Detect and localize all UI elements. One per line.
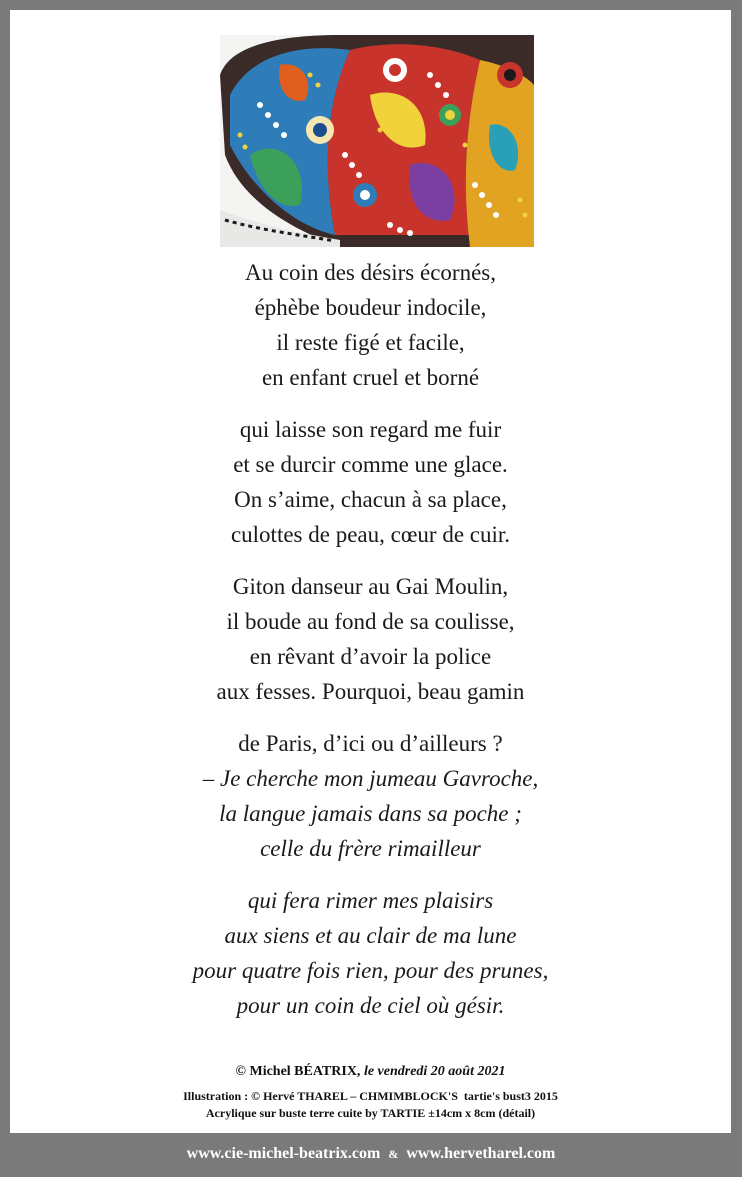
stanza-1 [10, 255, 731, 395]
poem-line: pour quatre fois rien, pour des prunes, [192, 958, 549, 983]
poem-line: aux fesses. Pourquoi, beau gamin [216, 679, 525, 704]
poem-line: qui fera rimer mes plaisirs [247, 888, 494, 913]
poem-line: il boude au fond de sa coulisse, [226, 609, 515, 634]
website-link-herve-tharel[interactable]: www.hervetharel.com [406, 1145, 556, 1162]
copyright-line [10, 1062, 731, 1082]
poem-line: celle du frère rimailleur [260, 836, 481, 861]
poem-line: et se durcir comme une glace. [233, 452, 508, 477]
illustration-credit-line-1: Illustration : © Hervé THAREL – CHMIMBLOCK'S tartie's bust3 2015 [183, 1089, 558, 1103]
author-name: © Michel BÉATRIX, [235, 1064, 361, 1079]
poem-card [10, 10, 731, 1133]
poem-line: – Je cherche mon jumeau Gavroche, [202, 766, 539, 791]
website-link-michel-beatrix[interactable]: www.cie-michel-beatrix.com [186, 1145, 381, 1162]
stanza-4 [10, 726, 731, 866]
stanza-2 [10, 412, 731, 552]
poem-line: il reste figé et facile, [276, 330, 465, 355]
poem-line: de Paris, d’ici ou d’ailleurs ? [238, 731, 503, 756]
ampersand: & [388, 1147, 399, 1161]
poem-line: Giton danseur au Gai Moulin, [232, 574, 509, 599]
illustration-credit-line-2: Acrylique sur buste terre cuite by TARTIE ±14cm x 8cm (détail) [205, 1106, 536, 1120]
poem-line: On s’aime, chacun à sa place, [234, 487, 507, 512]
stanza-5 [10, 883, 731, 1023]
poem-line: aux siens et au clair de ma lune [224, 923, 517, 948]
poem-line: culottes de peau, cœur de cuir. [230, 522, 511, 547]
footer-links [0, 1135, 742, 1177]
poem-line: en enfant cruel et borné [261, 365, 480, 390]
credits [10, 1062, 731, 1122]
illustration-image [220, 35, 534, 247]
poem-line: pour un coin de ciel où gésir. [236, 993, 505, 1018]
illustration-credit [10, 1088, 731, 1122]
poem-line: Au coin des désirs écornés, [244, 260, 496, 285]
poem [10, 255, 731, 1040]
date: le vendredi 20 août 2021 [363, 1064, 506, 1079]
poem-line: la langue jamais dans sa poche ; [219, 801, 522, 826]
poem-line: en rêvant d’avoir la police [249, 644, 492, 669]
poem-line: qui laisse son regard me fuir [239, 417, 502, 442]
painted-bust-image [220, 35, 534, 247]
stanza-3 [10, 569, 731, 709]
poem-line: éphèbe boudeur indocile, [254, 295, 487, 320]
